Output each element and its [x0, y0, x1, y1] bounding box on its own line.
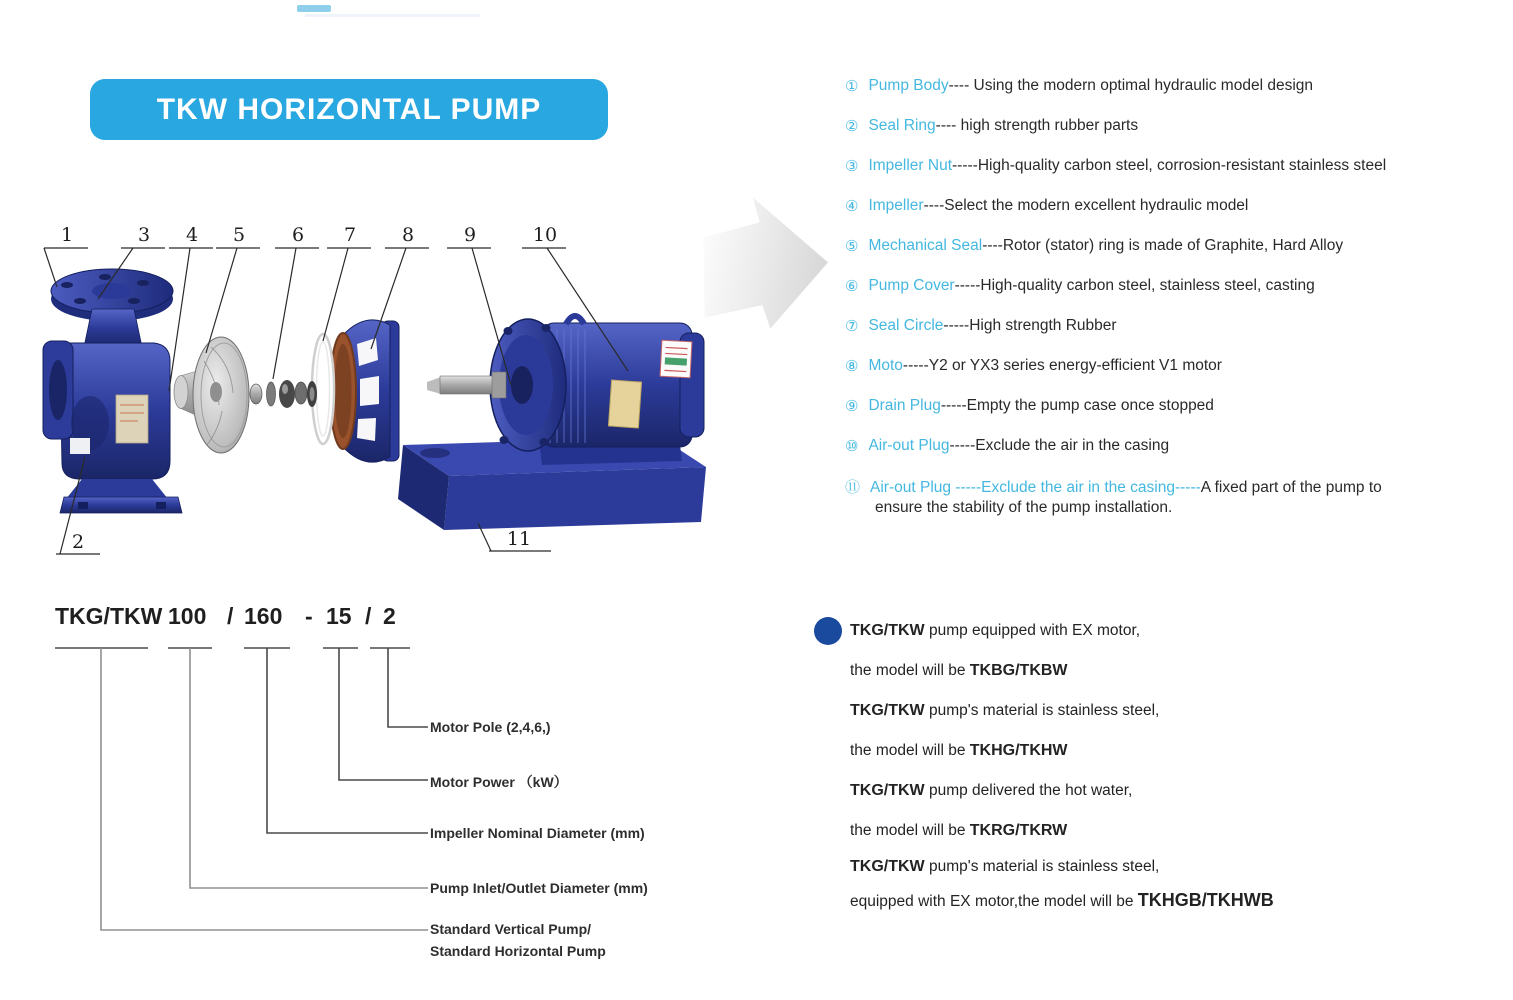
- parts-list-item-7: [845, 306, 1513, 346]
- variant-line-3: TKG/TKW pump's material is stainless steel,: [850, 702, 1160, 719]
- part-name: Seal Ring: [868, 117, 936, 134]
- part-description: -----High-quality carbon steel, stainless steel, casting: [954, 277, 1315, 294]
- variant-line-7: TKG/TKW pump's material is stainless steel,: [850, 858, 1160, 875]
- top-accent-dash: [297, 5, 331, 12]
- part-description: -----High strength Rubber: [943, 317, 1117, 334]
- part-description: ----Select the modern excellent hydraulic model: [923, 197, 1249, 214]
- model-label-inlet-outlet: Pump Inlet/Outlet Diameter (mm): [430, 880, 648, 896]
- variant-line-8: equipped with EX motor,the model will be TKHGB/TKHWB: [850, 890, 1274, 910]
- callout-number-9: 9: [463, 224, 477, 246]
- model-label-standard-line1: Standard Vertical Pump/: [430, 921, 592, 937]
- part-name: Pump Cover: [868, 277, 955, 294]
- model-code: [0, 603, 450, 631]
- page-title-banner: [90, 79, 608, 140]
- parts-list-item-2: [845, 106, 1513, 146]
- model-label-motor-pole: Motor Pole (2,4,6,): [430, 719, 551, 735]
- callout-number-11: 11: [506, 528, 532, 550]
- model-segment-slash1: /: [227, 603, 234, 629]
- part-description: ---- Using the modern optimal hydraulic model design: [948, 77, 1314, 94]
- callout-number-1: 1: [60, 224, 74, 246]
- page-title: TKW HORIZONTAL PUMP: [156, 92, 542, 126]
- part-description-highlight: -----Exclude the air in the casing-----: [951, 479, 1201, 496]
- model-segment-inlet: 100: [168, 603, 207, 629]
- part-name: Impeller: [868, 197, 924, 214]
- model-segment-dash: -: [305, 603, 313, 629]
- part-name: Impeller Nut: [868, 157, 953, 174]
- item-number-badge: ⑤: [845, 238, 859, 255]
- parts-list-item-6: [845, 266, 1513, 306]
- part-description: -----Exclude the air in the casing: [949, 437, 1170, 454]
- part-name: Mechanical Seal: [868, 237, 983, 254]
- part-name: Drain Plug: [868, 397, 941, 414]
- parts-list-item-3: [845, 146, 1513, 186]
- part-name: Air-out Plug: [870, 479, 951, 496]
- parts-list-item-11: [845, 478, 1513, 518]
- item-number-badge: ⑥: [845, 278, 859, 295]
- bullet-dot: [814, 617, 842, 645]
- part-name: Air-out Plug: [868, 437, 950, 454]
- item-number-badge: ④: [845, 198, 859, 215]
- parts-list-item-4: [845, 186, 1513, 226]
- item-number-badge: ③: [845, 158, 859, 175]
- part-description: -----Y2 or YX3 series energy-efficient V1 motor: [902, 357, 1222, 374]
- callout-number-8: 8: [401, 224, 415, 246]
- model-segment-power: 15: [326, 603, 352, 629]
- model-label-standard-line2: Standard Horizontal Pump: [430, 943, 606, 959]
- model-label-impeller-diam: Impeller Nominal Diameter (mm): [430, 825, 645, 841]
- item-number-badge: ①: [845, 78, 859, 95]
- callout-number-4: 4: [185, 224, 199, 246]
- parts-list: [845, 66, 1513, 518]
- model-segment-series: TKG/TKW: [55, 603, 163, 629]
- callout-number-2: 2: [71, 531, 85, 553]
- part-description: -----Empty the pump case once stopped: [940, 397, 1214, 414]
- part-description: -----High-quality carbon steel, corrosion-resistant stainless steel: [952, 157, 1387, 174]
- callout-number-5: 5: [232, 224, 246, 246]
- callout-number-10: 10: [532, 224, 558, 246]
- variant-line-5: TKG/TKW pump delivered the hot water,: [850, 782, 1133, 799]
- parts-list-item-5: [845, 226, 1513, 266]
- callout-number-7: 7: [343, 224, 357, 246]
- variant-line-1: TKG/TKW pump equipped with EX motor,: [850, 622, 1141, 639]
- part-description-line2: ensure the stability of the pump installation.: [875, 499, 1173, 516]
- part-name: Pump Body: [868, 77, 949, 94]
- motor-graphic: [427, 316, 704, 465]
- part-description: ---- high strength rubber parts: [935, 117, 1139, 134]
- callout-number-6: 6: [291, 224, 305, 246]
- item-number-badge: ⑨: [845, 398, 859, 415]
- model-segment-pole: 2: [383, 603, 396, 629]
- item-number-badge: ⑧: [845, 358, 859, 375]
- part-description: ----Rotor (stator) ring is made of Graphite, Hard Alloy: [982, 237, 1344, 254]
- part-name: Moto: [868, 357, 903, 374]
- variant-line-6: the model will be TKRG/TKRW: [850, 822, 1068, 839]
- variant-line-2: the model will be TKBG/TKBW: [850, 662, 1068, 679]
- callout-number-3: 3: [137, 224, 151, 246]
- parts-list-item-9: [845, 386, 1513, 426]
- top-faint-line: [305, 14, 480, 17]
- part-name: Seal Circle: [868, 317, 944, 334]
- model-label-motor-power: Motor Power （kW）: [430, 774, 568, 790]
- item-number-badge: ⑩: [845, 438, 859, 455]
- item-number-badge: ②: [845, 118, 859, 135]
- parts-list-item-1: [845, 66, 1513, 106]
- parts-list-item-8: [845, 346, 1513, 386]
- item-number-badge: ⑦: [845, 318, 859, 335]
- pump-cover-graphic: [330, 320, 399, 462]
- model-segment-impeller: 160: [244, 603, 283, 629]
- item-number-badge: ⑪: [845, 479, 861, 496]
- variant-line-4: the model will be TKHG/TKHW: [850, 742, 1068, 759]
- model-segment-slash2: /: [365, 603, 372, 629]
- parts-list-item-10: [845, 426, 1513, 466]
- impeller-graphic: [174, 337, 249, 453]
- part-description: A fixed part of the pump to: [1200, 479, 1382, 496]
- pump-body-graphic: [43, 269, 182, 513]
